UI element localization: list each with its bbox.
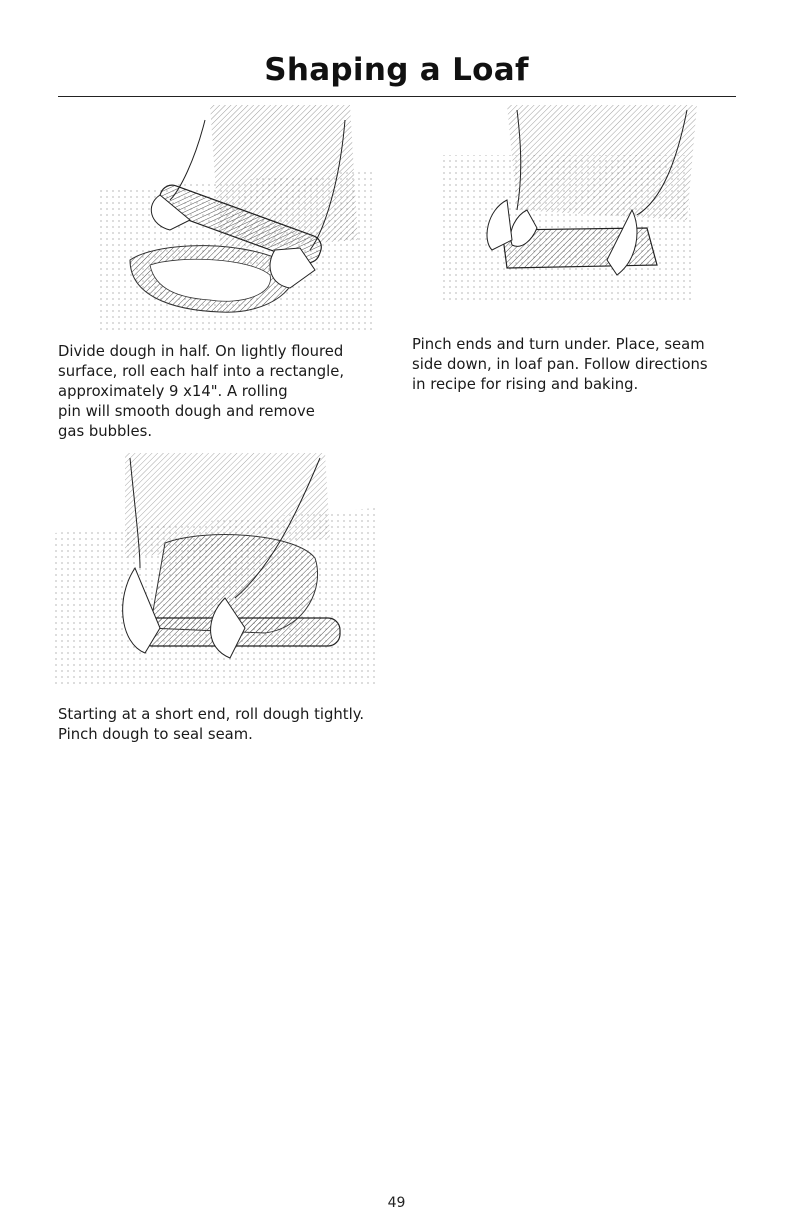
page-number: 49: [387, 1195, 406, 1211]
step-caption-pinch: Pinch ends and turn under. Place, seam side down, in loaf pan. Follow directions in recipe for rising and baking.: [412, 336, 708, 393]
loaf-placing-illustration: [437, 100, 712, 322]
rolling-pin-illustration: [100, 100, 375, 332]
page-title: Shaping a Loaf: [264, 52, 529, 88]
step-caption-roll: Starting at a short end, roll dough tightly. Pinch dough to seal seam.: [58, 706, 365, 743]
title-divider: [58, 96, 736, 97]
rolling-dough-illustration: [55, 448, 377, 698]
step-caption-divide: Divide dough in half. On lightly floured surface, roll each half into a rectangle, approximately 9 x14". A rolling pin will smooth dough and remove gas bubbles.: [58, 343, 345, 440]
